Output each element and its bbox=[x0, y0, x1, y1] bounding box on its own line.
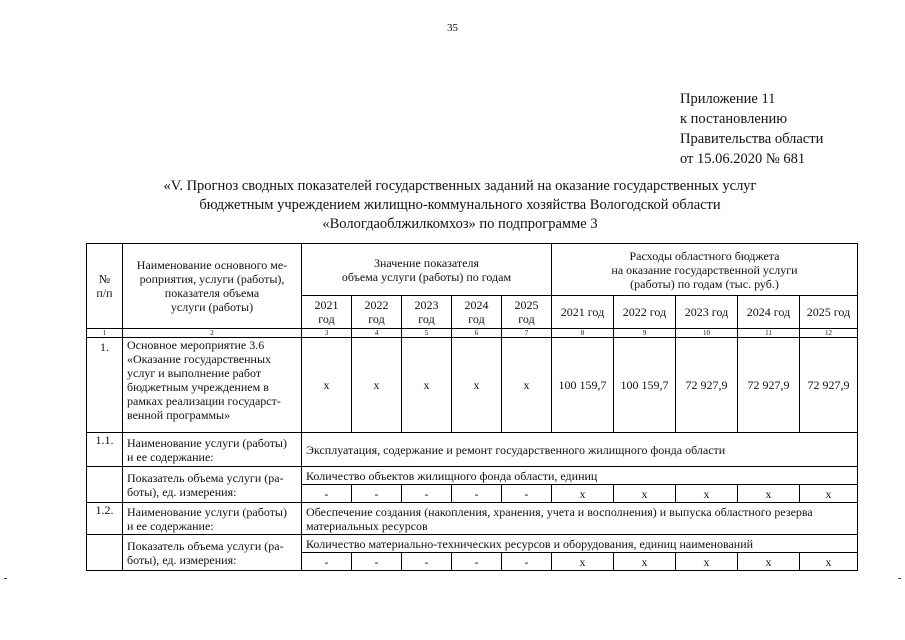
scan-edge-mark bbox=[898, 578, 901, 579]
appendix-line: Приложение 11 bbox=[680, 91, 776, 107]
column-number: 5 bbox=[402, 329, 452, 338]
column-number: 9 bbox=[614, 329, 676, 338]
page-number: 35 bbox=[447, 22, 458, 34]
indicator-value: - bbox=[452, 553, 502, 571]
label-line: Показатель объема услуги (ра- bbox=[127, 470, 284, 485]
row-number: 1.2. bbox=[87, 503, 123, 535]
label-line: Наименование услуги (работы) bbox=[127, 435, 287, 450]
header-num-cell bbox=[87, 244, 123, 329]
year-word: год bbox=[318, 312, 335, 326]
empty-cell bbox=[87, 467, 123, 503]
service-description: Эксплуатация, содержание и ремонт государственного жилищного фонда области bbox=[302, 433, 858, 467]
title-line: бюджетным учреждением жилищно-коммунального хозяйства Вологодской области bbox=[199, 197, 721, 213]
expense-value: 100 159,7 bbox=[552, 338, 614, 433]
appendix-block bbox=[680, 89, 823, 169]
column-number: 4 bbox=[352, 329, 402, 338]
indicator-value: х bbox=[352, 338, 402, 433]
expense-value: х bbox=[800, 553, 858, 571]
year-word: год bbox=[368, 312, 385, 326]
measure-label bbox=[123, 535, 302, 571]
label-line: Показатель объема услуги (ра- bbox=[127, 538, 284, 553]
expense-value: х bbox=[738, 485, 800, 503]
label-line: и ее содержание: bbox=[127, 449, 214, 464]
year-header-cell bbox=[502, 296, 552, 329]
expense-value: х bbox=[614, 485, 676, 503]
row-number: 1.1. bbox=[87, 433, 123, 467]
indicator-value: х bbox=[452, 338, 502, 433]
activity-name-line: услуг и выполнение работ bbox=[127, 366, 262, 380]
expense-value: х bbox=[676, 485, 738, 503]
header-name-cell bbox=[123, 244, 302, 329]
expense-value: х bbox=[800, 485, 858, 503]
expense-year-header-cell: 2024 год bbox=[738, 296, 800, 329]
expense-value: 72 927,9 bbox=[676, 338, 738, 433]
indicator-value: - bbox=[452, 485, 502, 503]
header-expenses-line: Расходы областного бюджета bbox=[629, 248, 780, 263]
header-num-line: № bbox=[98, 272, 111, 286]
expense-value: 100 159,7 bbox=[614, 338, 676, 433]
indicator-value: х bbox=[502, 338, 552, 433]
measure-label bbox=[123, 467, 302, 503]
indicator-value: х bbox=[402, 338, 452, 433]
indicator-value: - bbox=[302, 485, 352, 503]
header-row bbox=[87, 244, 858, 296]
measure-row bbox=[87, 467, 858, 485]
service-description bbox=[302, 503, 858, 535]
expense-year-header-cell: 2023 год bbox=[676, 296, 738, 329]
label-line: Наименование услуги (работы) bbox=[127, 504, 287, 519]
year-label: 2023 bbox=[414, 298, 439, 312]
activity-name-line: рамках реализации государст- bbox=[127, 394, 281, 408]
activity-name-line: «Оказание государственных bbox=[127, 352, 272, 366]
header-indicator-line: объема услуги (работы) по годам bbox=[341, 269, 512, 284]
column-number: 2 bbox=[123, 329, 302, 338]
year-header-cell bbox=[302, 296, 352, 329]
indicator-value: - bbox=[502, 485, 552, 503]
year-label: 2021 bbox=[314, 298, 339, 312]
row-number: 1. bbox=[87, 338, 123, 433]
column-number: 12 bbox=[800, 329, 858, 338]
expense-value: х bbox=[738, 553, 800, 571]
header-expenses-line: (работы) по годам (тыс. руб.) bbox=[630, 276, 779, 291]
title-line: «Вологдаоблжилкомхоз» по подпрограмме 3 bbox=[322, 216, 598, 232]
forecast-table bbox=[86, 243, 858, 571]
indicator-value: - bbox=[402, 485, 452, 503]
column-number: 1 bbox=[87, 329, 123, 338]
year-word: год bbox=[418, 312, 435, 326]
column-number: 7 bbox=[502, 329, 552, 338]
service-row bbox=[87, 433, 858, 467]
expense-year-header-cell: 2022 год bbox=[614, 296, 676, 329]
expense-value: х bbox=[552, 553, 614, 571]
measure-description: Количество объектов жилищного фонда области, единиц bbox=[302, 467, 858, 485]
header-num-line: п/п bbox=[96, 286, 113, 300]
column-number: 11 bbox=[738, 329, 800, 338]
label-line: и ее содержание: bbox=[127, 518, 214, 533]
activity-name-line: венной программы» bbox=[127, 408, 231, 422]
column-number: 8 bbox=[552, 329, 614, 338]
expense-value: 72 927,9 bbox=[738, 338, 800, 433]
indicator-value: - bbox=[302, 553, 352, 571]
title-line: «V. Прогноз сводных показателей государственных заданий на оказание государственных услуг bbox=[163, 178, 757, 194]
indicator-value: - bbox=[352, 553, 402, 571]
empty-cell bbox=[87, 535, 123, 571]
description-line: Обеспечение создания (накопления, хранения, учета и восполнения) и выпуска областного резерва bbox=[306, 504, 813, 519]
column-numbers-row bbox=[87, 329, 858, 338]
appendix-line: Правительства области bbox=[680, 131, 824, 147]
service-label bbox=[123, 503, 302, 535]
year-word: год bbox=[468, 312, 485, 326]
scan-edge-mark bbox=[4, 578, 7, 579]
label-line: боты), ед. измерения: bbox=[127, 552, 237, 567]
label-line: боты), ед. измерения: bbox=[127, 484, 237, 499]
service-row bbox=[87, 503, 858, 535]
year-label: 2022 bbox=[364, 298, 389, 312]
header-expenses-cell bbox=[552, 244, 858, 296]
header-name-line: роприятия, услуги (работы), bbox=[139, 272, 285, 286]
column-number: 10 bbox=[676, 329, 738, 338]
expense-value: 72 927,9 bbox=[800, 338, 858, 433]
forecast-table-wrapper bbox=[86, 243, 858, 571]
expense-value: х bbox=[552, 485, 614, 503]
indicator-value: - bbox=[352, 485, 402, 503]
appendix-line: от 15.06.2020 № 681 bbox=[680, 151, 806, 167]
measure-description: Количество материально-технических ресурсов и оборудования, единиц наименований bbox=[302, 535, 858, 553]
year-label: 2025 bbox=[514, 298, 539, 312]
indicator-value: - bbox=[502, 553, 552, 571]
main-activity-row bbox=[87, 338, 858, 433]
indicator-value: - bbox=[402, 553, 452, 571]
expense-year-header-cell: 2021 год bbox=[552, 296, 614, 329]
header-indicator-line: Значение показателя bbox=[373, 255, 480, 270]
header-expenses-line: на оказание государственной услуги bbox=[611, 262, 798, 277]
appendix-line: к постановлению bbox=[680, 111, 788, 127]
header-indicator-cell bbox=[302, 244, 552, 296]
measure-row bbox=[87, 535, 858, 553]
description-line: материальных ресурсов bbox=[306, 518, 428, 533]
year-word: год bbox=[518, 312, 535, 326]
header-name-line: услуги (работы) bbox=[170, 300, 254, 314]
year-header-cell bbox=[452, 296, 502, 329]
service-label bbox=[123, 433, 302, 467]
year-header-cell bbox=[352, 296, 402, 329]
header-name-line: показателя объема bbox=[164, 286, 260, 300]
document-title bbox=[100, 177, 820, 234]
activity-name-line: Основное мероприятие 3.6 bbox=[127, 338, 265, 352]
activity-name-line: бюджетным учреждением в bbox=[127, 380, 269, 394]
column-number: 3 bbox=[302, 329, 352, 338]
column-number: 6 bbox=[452, 329, 502, 338]
indicator-value: х bbox=[302, 338, 352, 433]
expense-value: х bbox=[676, 553, 738, 571]
expense-year-header-cell: 2025 год bbox=[800, 296, 858, 329]
expense-value: х bbox=[614, 553, 676, 571]
year-header-cell bbox=[402, 296, 452, 329]
year-label: 2024 bbox=[464, 298, 489, 312]
main-activity-name bbox=[123, 338, 302, 433]
header-name-line: Наименование основного ме- bbox=[136, 258, 288, 272]
